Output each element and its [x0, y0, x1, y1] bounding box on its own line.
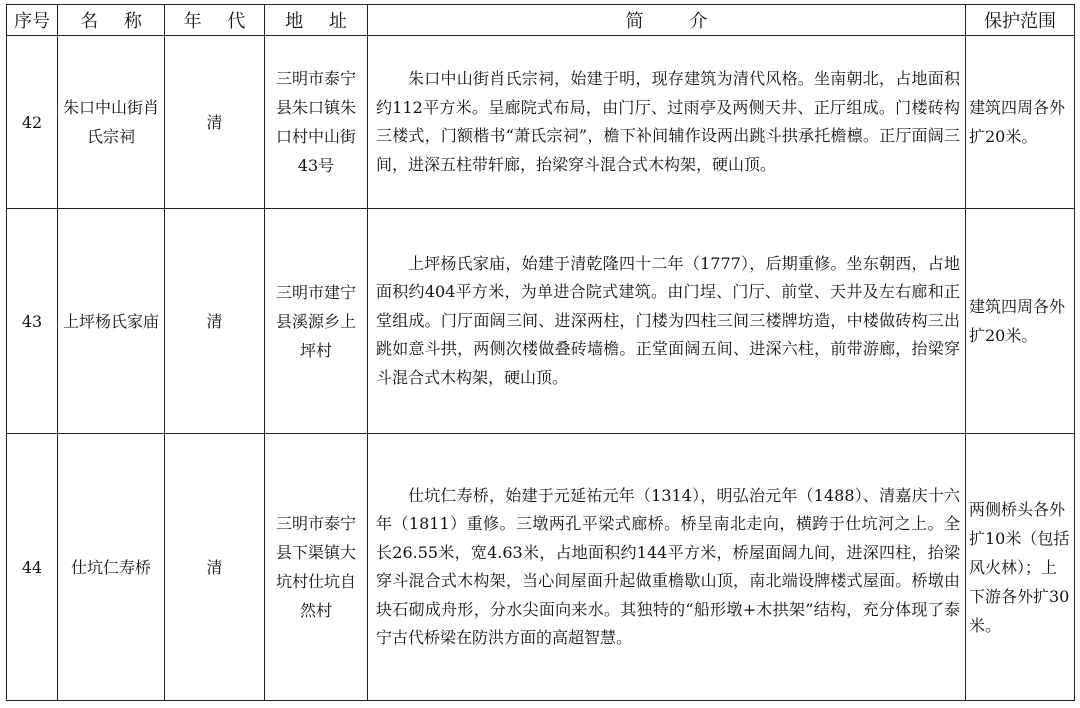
cell-no: 44 [7, 434, 58, 701]
cell-intro: 上坪杨氏家庙，始建于清乾隆四十二年（1777），后期重修。坐东朝西，占地面积约404平方米，为单进合院式建筑。由门埕、门厅、前堂、天井及左右廊和正堂组成。门厅面阔三间、进深两柱，门楼为四柱三间三楼牌坊造，中楼做砖构三出跳如意斗拱，两侧次楼做叠砖墙檐。正堂面阔五间、进深六柱，前带游廊，抬梁穿斗混合式木构架，硬山顶。 [368, 209, 966, 434]
cell-address: 三明市泰宁县下渠镇大坑村仕坑自然村 [265, 434, 368, 701]
cell-era: 清 [165, 36, 265, 209]
cell-name: 仕坑仁寿桥 [58, 434, 165, 701]
table-header-row [7, 5, 1075, 36]
table-row [7, 36, 1075, 209]
cell-intro: 仕坑仁寿桥，始建于元延祐元年（1314），明弘治元年（1488）、清嘉庆十六年（1811）重修。三墩两孔平梁式廊桥。桥呈南北走向，横跨于仕坑河之上。全长26.55米，宽4.63米，占地面积约144平方米，桥屋面阔九间，进深四柱，抬梁穿斗混合式木构架，当心间屋面升起做重檐歇山顶，南北端设牌楼式屋面。桥墩由块石砌成舟形，分水尖面向来水。其独特的“船形墩+木拱架”结构，充分体现了泰宁古代桥梁在防洪方面的高超智慧。 [368, 434, 966, 701]
cell-intro: 朱口中山街肖氏宗祠，始建于明，现存建筑为清代风格。坐南朝北，占地面积约112平方米。呈廊院式布局，由门厅、过雨亭及两侧天井、正厅组成。门楼砖构三楼式，门额楷书“萧氏宗祠”，檐下补间辅作设两出跳斗拱承托檐檩。正厅面阔三间，进深五柱带轩廊，抬梁穿斗混合式木构架，硬山顶。 [368, 36, 966, 209]
cell-range: 两侧桥头各外扩10米（包括风火林）；上下游各外扩30米。 [966, 434, 1075, 701]
header-address: 地 址 [265, 5, 368, 36]
header-intro: 简 介 [368, 5, 966, 36]
heritage-table-sheet [6, 4, 1074, 704]
cell-address: 三明市建宁县溪源乡上坪村 [265, 209, 368, 434]
table-row [7, 434, 1075, 701]
cell-address: 三明市泰宁县朱口镇朱口村中山街43号 [265, 36, 368, 209]
heritage-site-table [6, 4, 1075, 701]
header-no: 序号 [7, 5, 58, 36]
header-name: 名 称 [58, 5, 165, 36]
cell-name: 朱口中山街肖氏宗祠 [58, 36, 165, 209]
cell-range: 建筑四周各外扩20米。 [966, 209, 1075, 434]
header-era: 年 代 [165, 5, 265, 36]
header-range: 保护范围 [966, 5, 1075, 36]
table-row [7, 209, 1075, 434]
cell-name: 上坪杨氏家庙 [58, 209, 165, 434]
cell-range: 建筑四周各外扩20米。 [966, 36, 1075, 209]
cell-era: 清 [165, 209, 265, 434]
cell-no: 42 [7, 36, 58, 209]
cell-no: 43 [7, 209, 58, 434]
cell-era: 清 [165, 434, 265, 701]
